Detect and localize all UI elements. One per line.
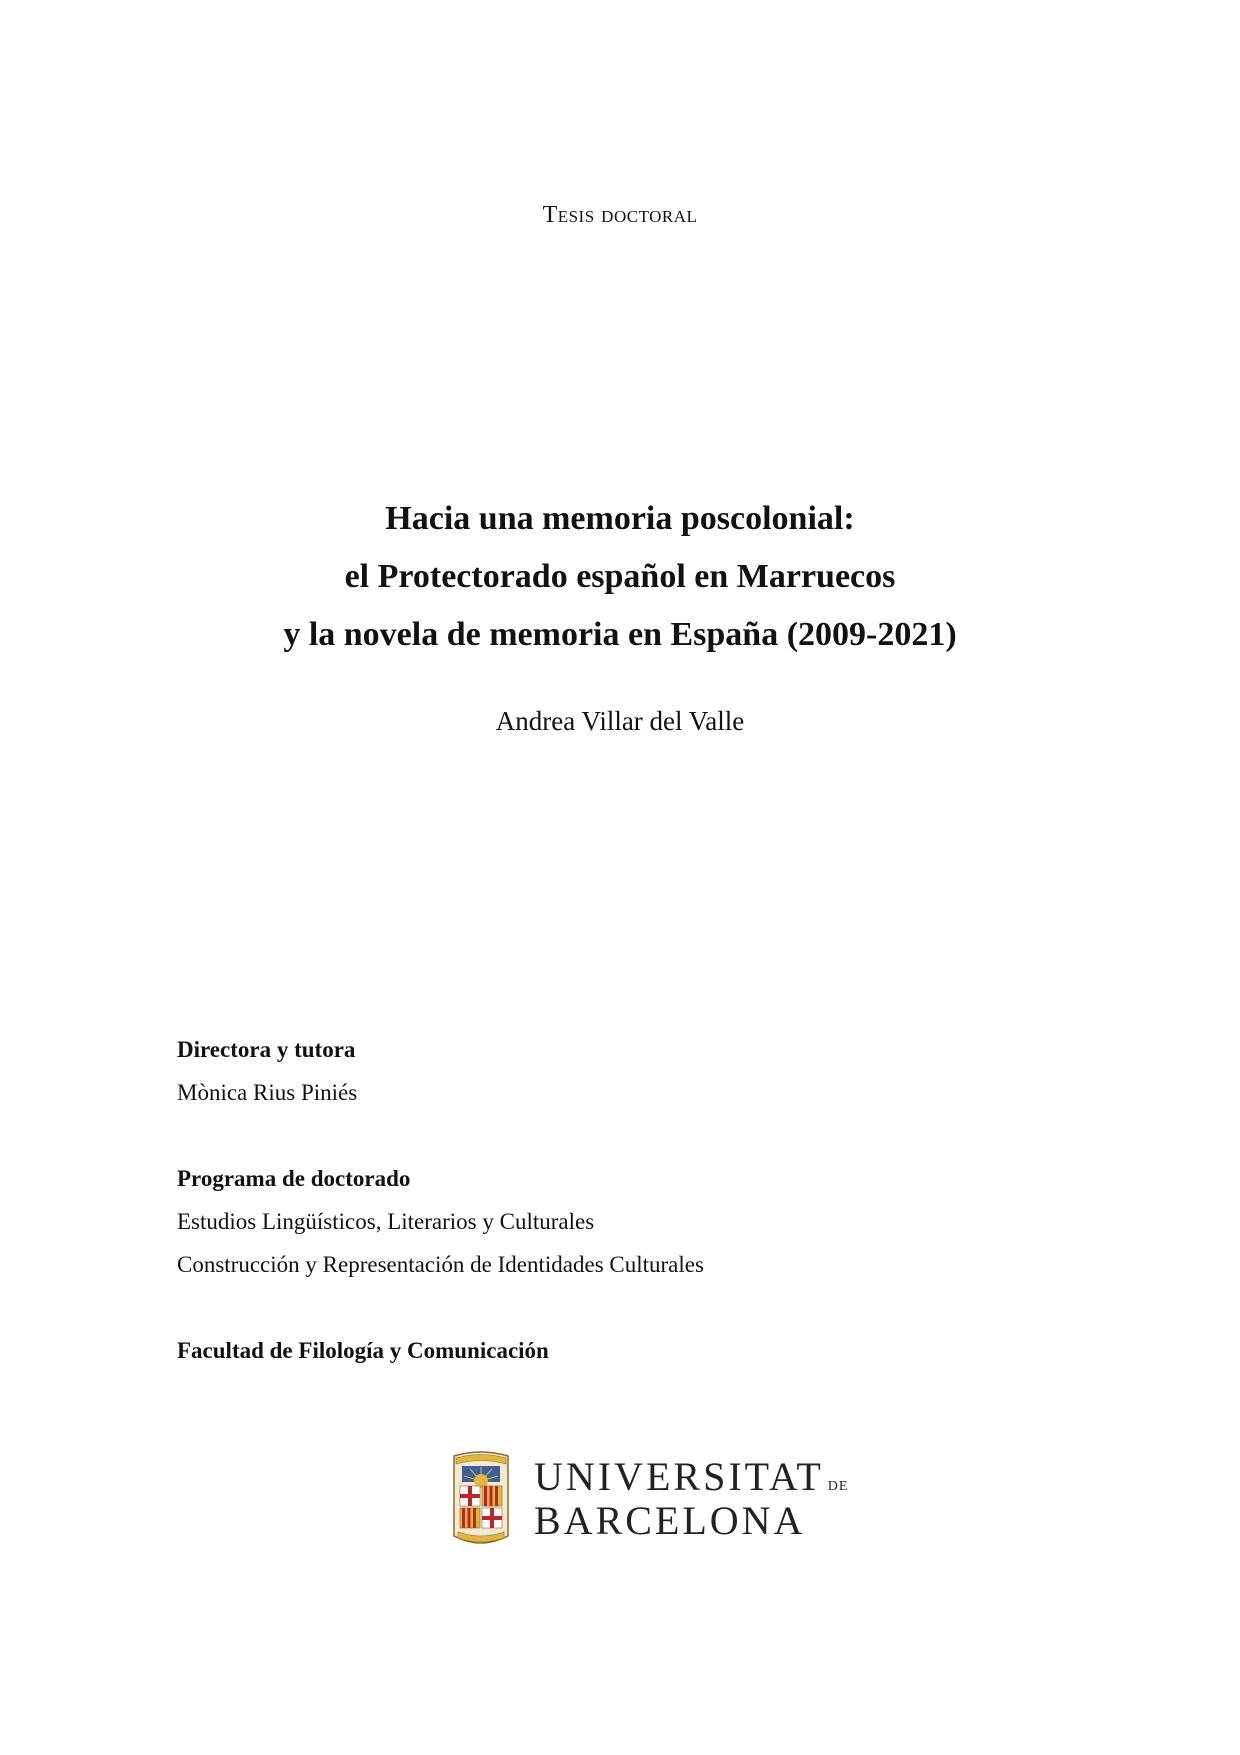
university-logo	[450, 1448, 848, 1550]
thesis-metadata	[177, 1028, 704, 1372]
thesis-title	[0, 490, 1240, 664]
program-line-2: Construcción y Representación de Identidades Culturales	[177, 1252, 704, 1277]
title-line-2: el Protectorado español en Marruecos	[344, 558, 896, 595]
program-label: Programa de doctorado	[177, 1166, 411, 1191]
wordmark-universitat: UNIVERSITAT	[534, 1454, 824, 1499]
university-wordmark	[534, 1454, 849, 1543]
spacer	[177, 1114, 704, 1157]
program-line-1: Estudios Lingüísticos, Literarios y Culturales	[177, 1209, 595, 1234]
university-seal-icon	[450, 1448, 512, 1550]
wordmark-de: DE	[827, 1479, 849, 1494]
spacer	[177, 1286, 704, 1329]
author-name: Andrea Villar del Valle	[495, 706, 745, 736]
faculty-name: Facultad de Filología y Comunicación	[177, 1338, 549, 1363]
document-type: Tesis doctoral	[542, 202, 698, 228]
supervisor-label: Directora y tutora	[177, 1037, 356, 1062]
title-line-1: Hacia una memoria poscolonial:	[385, 500, 855, 537]
supervisor-name: Mònica Rius Piniés	[177, 1080, 358, 1105]
title-line-3: y la novela de memoria en España (2009-2021)	[283, 616, 957, 653]
wordmark-barcelona: BARCELONA	[534, 1498, 806, 1543]
